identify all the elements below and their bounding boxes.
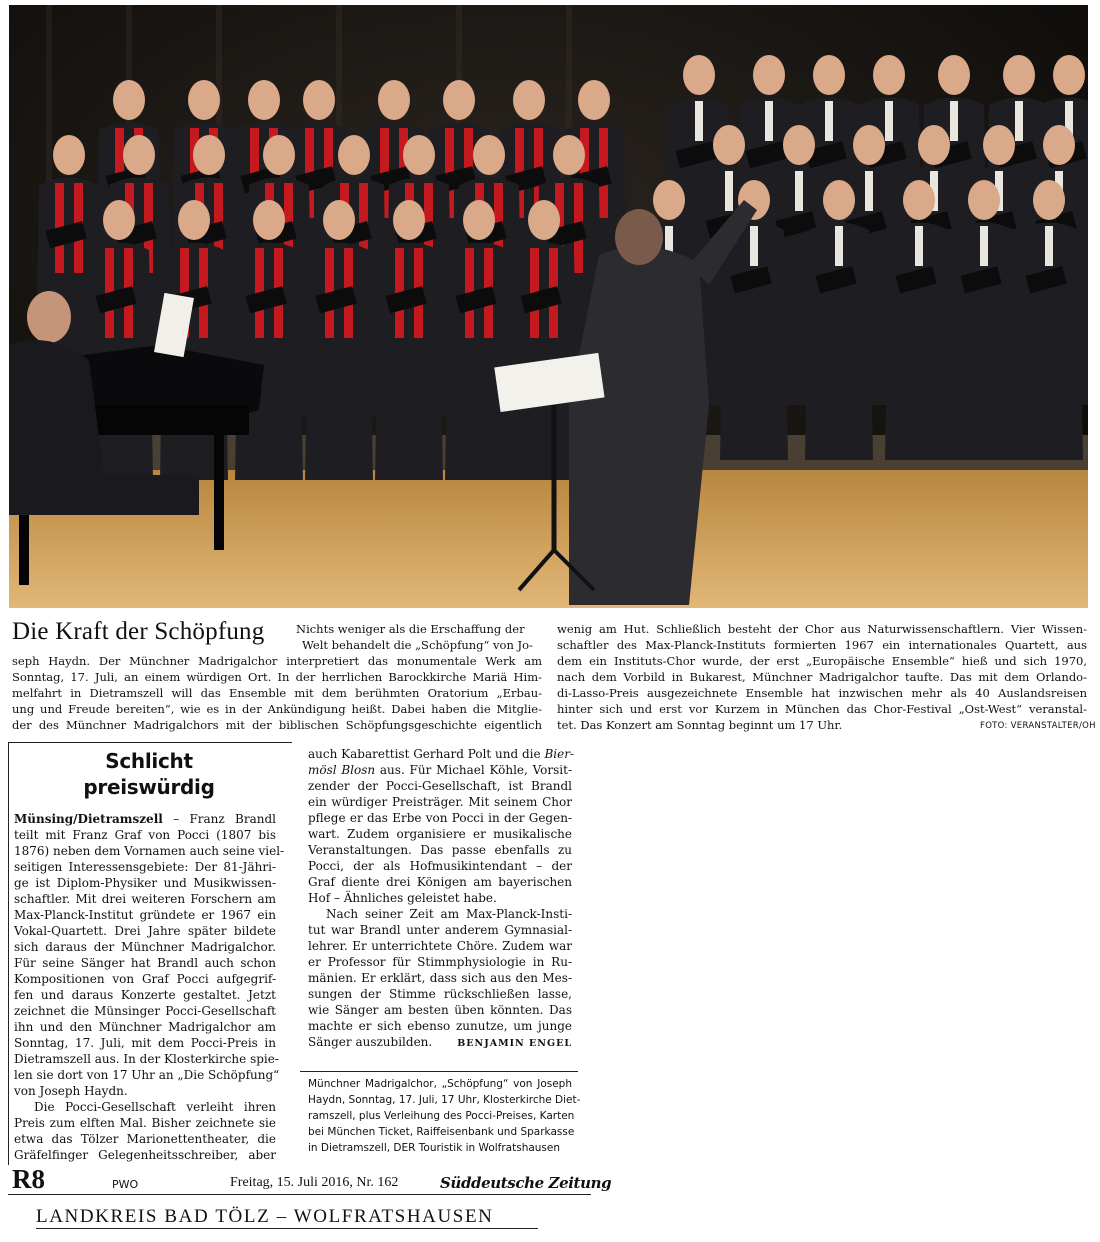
- article-title: [10, 748, 288, 800]
- caption-line: nach dem Vorbild in Bukarest, Münchner Madrigalchor taufte. Das mit dem Orlando-: [557, 670, 1087, 684]
- article-line: ihn und den Münchner Madrigalchor am: [14, 1020, 276, 1034]
- article-line: tut war Brandl unter anderem Gymnasial-: [308, 923, 572, 937]
- caption-line: di-Lasso-Preis ausgezeichnete Ensemble hat inzwischen mehr als 40 Auslandsreisen: [557, 686, 1087, 700]
- article-line: [308, 1034, 572, 1050]
- article-line: ein würdiger Preisträger. Mit seinem Chor: [308, 795, 572, 809]
- article-line: Sonntag, 17. Juli, mit dem Pocci-Preis in: [14, 1036, 276, 1050]
- footer-divider: [8, 1194, 591, 1195]
- article-line: Dietramszell aus. In der Klosterkirche spie-: [14, 1052, 279, 1066]
- article-line: machte er sich ebenso zunutze, um junge: [308, 1019, 572, 1033]
- issue-date: Freitag, 15. Juli 2016, Nr. 162: [230, 1175, 399, 1190]
- info-divider: [300, 1071, 578, 1072]
- article-line: er Professor für Stimmphysiologie in Ru-: [308, 955, 572, 969]
- article-line: zender der Pocci-Gesellschaft, ist Brandl: [308, 779, 572, 793]
- article-line: Kompositionen von Graf Pocci aufgegrif-: [14, 972, 276, 986]
- info-line: Münchner Madrigalchor, „Schöpfung“ von Joseph: [308, 1078, 572, 1090]
- article-line: Vokal-Quartett. Drei Jahre später bildete: [14, 924, 276, 938]
- caption-line: wenig am Hut. Schließlich besteht der Chor aus Naturwissenschaftlern. Vier Wissen-: [557, 622, 1087, 636]
- article-line: Für seine Sänger hat Brandl auch schon: [14, 956, 276, 970]
- caption-line: seph Haydn. Der Münchner Madrigalchor interpretiert das monumentale Werk am: [12, 654, 542, 668]
- article-text: Bier-: [544, 747, 574, 761]
- caption-line: Nichts weniger als die Erschaffung der: [296, 622, 525, 636]
- article-line: [14, 811, 276, 827]
- caption-line: der des Münchner Madrigalchors mit der biblischen Schöpfungsgeschichte eigentlich: [12, 718, 542, 732]
- article-title-line: preiswürdig: [83, 775, 215, 799]
- article-line: Die Pocci-Gesellschaft verleiht ihren: [34, 1100, 276, 1114]
- article-line: mänien. Er erklärt, dass sich aus den Mes-: [308, 971, 572, 985]
- author-byline: BENJAMIN ENGEL: [457, 1038, 572, 1049]
- info-line: ramszell, plus Verleihung des Pocci-Preises, Karten: [308, 1110, 575, 1122]
- caption-line: tet. Das Konzert am Sonntag beginnt um 17 Uhr.: [557, 718, 843, 732]
- article-text: auch Kabarettist Gerhard Polt und die: [308, 747, 545, 761]
- caption-line: melfahrt in Dietramszell will das Ensemble mit dem berühmten Oratorium „Erbau-: [12, 686, 542, 700]
- article-line: len sie dort von 17 Uhr an „Die Schöpfung“: [14, 1068, 280, 1082]
- article-text: – Franz Brandl: [162, 812, 276, 826]
- article-line: [308, 746, 572, 762]
- info-line: in Dietramszell, DER Touristik in Wolfratshausen: [308, 1142, 561, 1154]
- newspaper-logo: Süddeutsche Zeitung: [440, 1174, 612, 1192]
- article-line: fen und daraus Konzerte gestaltet. Jetzt: [14, 988, 276, 1002]
- article-line: von Joseph Haydn.: [14, 1084, 128, 1098]
- article-line: Pocci, der als Hofmusikintendant – der: [308, 859, 572, 873]
- choir-concert-photo: [9, 5, 1088, 608]
- caption-line: ung und Freude bereiten“, wie es in der Ankündigung heißt. Dabei haben die Mitglie-: [12, 702, 542, 716]
- article-line: Nach seiner Zeit am Max-Planck-Insti-: [326, 907, 572, 921]
- article-line: [308, 762, 572, 778]
- photo-credit: FOTO: VERANSTALTER/OH: [980, 721, 1096, 731]
- photo-illustration: [9, 5, 1088, 608]
- article-line: lehrer. Er unterrichtete Chöre. Zudem war: [308, 939, 572, 953]
- article-line: zeichnet die Münsinger Pocci-Gesellschaft: [14, 1004, 276, 1018]
- article-line: Gräfelfinger Gelegenheitsschreiber, aber: [14, 1148, 276, 1162]
- edition-code: PWO: [112, 1178, 139, 1191]
- article-text: aus. Für Michael Köhle, Vorsit-: [375, 763, 573, 777]
- article-text: mösl Blosn: [308, 763, 376, 777]
- caption-line: hinter sich und erst vor Kurzem in München das Chor-Festival „Ost-West“ veranstal-: [557, 702, 1087, 716]
- caption-line: Sonntag, 17. Juli, an einem würdigen Ort. In der herrlichen Barockkirche Mariä Him-: [12, 670, 542, 684]
- article-line: sungen der Stimme rückschließen lasse,: [308, 987, 572, 1001]
- article-title-line: Schlicht: [105, 749, 193, 773]
- article-line: Preis zum elften Mal. Bisher zeichnete sie: [14, 1116, 276, 1130]
- region-title: LANDKREIS BAD TÖLZ – WOLFRATSHAUSEN: [36, 1206, 494, 1227]
- caption-line: dem ein Instituts-Chor wurde, der erst „Europäische Ensemble“ hieß und sich 1970,: [557, 654, 1087, 668]
- article-line: Max-Planck-Institut gründete er 1967 ein: [14, 908, 276, 922]
- article-line: ge ist Diplom-Physiker und Musikwissen-: [14, 876, 276, 890]
- article-text: Sänger auszubilden.: [308, 1035, 433, 1049]
- article-line: etwa das Tölzer Marionettentheater, die: [14, 1132, 276, 1146]
- article-line: Veranstaltungen. Das passe ebenfalls zu: [308, 843, 572, 857]
- page-number: R8: [12, 1164, 45, 1194]
- photo-headline: Die Kraft der Schöpfung: [12, 618, 265, 645]
- article-line: 1876) neben dem Vornamen auch seine viel-: [14, 844, 285, 858]
- article-line: pflege er das Erbe von Pocci in der Gegen-: [308, 811, 572, 825]
- article-line: wart. Zudem organisiere er musikalische: [308, 827, 572, 841]
- article-line: schaftler. Mit drei weiteren Forschern am: [14, 892, 276, 906]
- article-line: wie Sänger am besten üben könnten. Das: [308, 1003, 572, 1017]
- caption-line: Welt behandelt die „Schöpfung“ von Jo-: [302, 638, 533, 652]
- article-line: Hof – Ähnliches geleistet habe.: [308, 891, 497, 905]
- article-line: sich daraus der Münchner Madrigalchor.: [14, 940, 276, 954]
- info-line: bei München Ticket, Raiffeisenbank und Sparkasse: [308, 1126, 575, 1138]
- dateline: Münsing/Dietramszell: [14, 812, 163, 826]
- article-line: Graf diente drei Königen am bayerischen: [308, 875, 572, 889]
- region-divider: [36, 1228, 538, 1229]
- article-line: seitigen Interessensgebiete: Der 81-Jähri-: [14, 860, 276, 874]
- article-line: teilt mit Franz Graf von Pocci (1807 bis: [14, 828, 276, 842]
- info-line: Haydn, Sonntag, 17. Juli, 17 Uhr, Klosterkirche Diet-: [308, 1094, 581, 1106]
- caption-line: schaftler des Max-Planck-Instituts formierten 1967 ein internationales Quartett, aus: [557, 638, 1087, 652]
